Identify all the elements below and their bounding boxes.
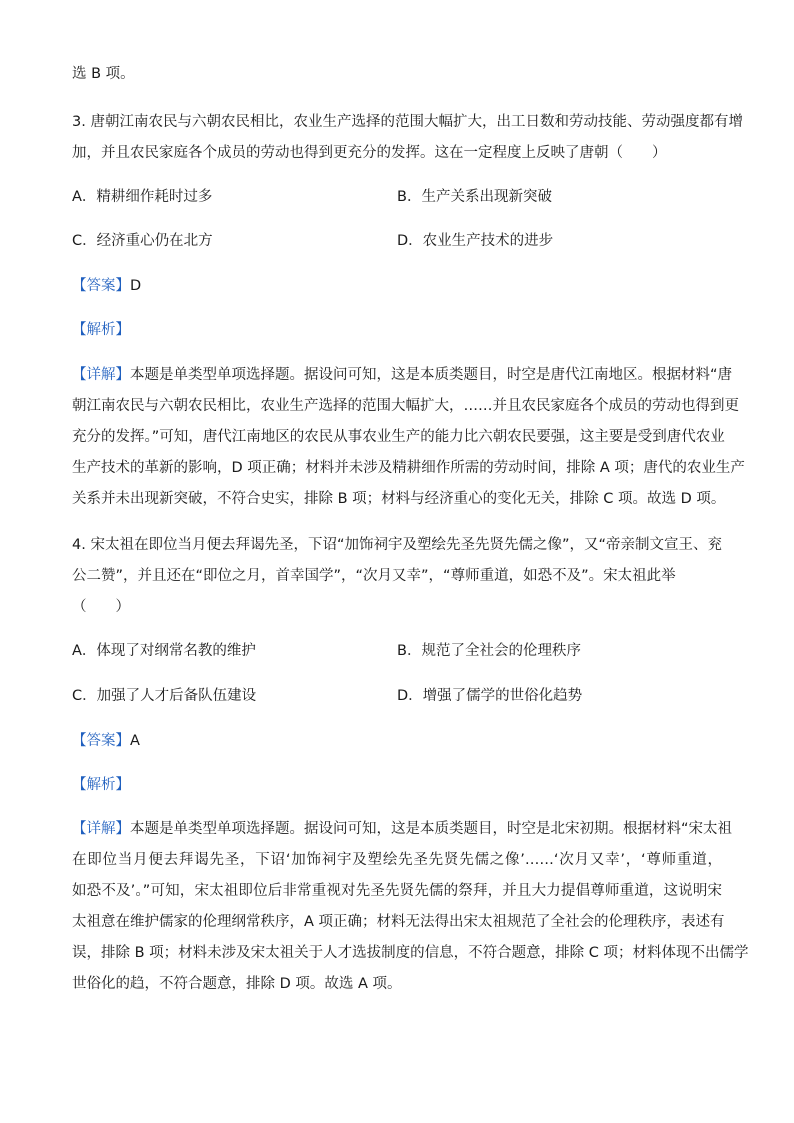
- q3-analysis-tag: 【解析】: [72, 322, 130, 338]
- q3-detail-line-5: 关系并未出现新突破，不符合史实，排除 B 项；材料与经济重心的变化无关，排除 C 项。故选 D 项。: [72, 491, 726, 507]
- q3-option-d: D．农业生产技术的进步: [397, 233, 554, 249]
- q4-detail-line-1: 【详解】本题是单类型单项选择题。据设问可知，这是本质类题目，时空是北宋初期。根据材料“宋太祖: [72, 821, 733, 837]
- q4-answer: [72, 731, 140, 751]
- q4-option-c: C．加强了人才后备队伍建设: [72, 688, 257, 704]
- q3-answer-value: D: [130, 278, 142, 294]
- previous-answer-line: 选 B 项。: [72, 66, 135, 82]
- q4-detail-line-2: 在即位当月便去拜谒先圣，下诏‘加饰祠宇及塑绘先圣先贤先儒之像’……‘次月又幸’，‘尊师重道，: [72, 852, 722, 868]
- q3-option-a: A．精耕细作耗时过多: [72, 189, 213, 205]
- q4-stem-line-1: 4. 宋太祖在即位当月便去拜谒先圣，下诏“加饰祠宇及塑绘先圣先贤先儒之像”，又“帝亲制文宣王、兖: [72, 537, 722, 553]
- q3-answer: [72, 276, 141, 296]
- q4-answer-tag: 【答案】: [72, 733, 130, 749]
- q3-stem-line-1: 3. 唐朝江南农民与六朝农民相比，农业生产选择的范围大幅扩大，出工日数和劳动技能、劳动强度都有增: [72, 114, 743, 130]
- q4-option-a: A．体现了对纲常名教的维护: [72, 643, 256, 659]
- q4-stem-line-2: 公二赞”，并且还在“即位之月，首幸国学”，“次月又幸”，“尊师重道，如恐不及”。宋太祖此举: [72, 568, 676, 584]
- q4-option-b: B．规范了全社会的伦理秩序: [397, 643, 581, 659]
- q4-detail-line-6: 世俗化的趋，不符合题意，排除 D 项。故选 A 项。: [72, 976, 402, 992]
- q4-analysis-tag: 【解析】: [72, 777, 130, 793]
- q4-option-d: D．增强了儒学的世俗化趋势: [397, 688, 583, 704]
- q3-answer-tag: 【答案】: [72, 278, 130, 294]
- q3-detail-tag: 【详解】: [72, 367, 130, 383]
- q3-detail-line-4: 生产技术的革新的影响，D 项正确；材料并未涉及精耕细作所需的劳动时间，排除 A 项；唐代的农业生产: [72, 460, 745, 476]
- q3-option-c: C．经济重心仍在北方: [72, 233, 213, 249]
- q4-detail-tag: 【详解】: [72, 821, 130, 837]
- q4-stem-line-3: （ ）: [72, 599, 130, 615]
- q3-stem-line-2: 加，并且农民家庭各个成员的劳动也得到更充分的发挥。这在一定程度上反映了唐朝（ ）: [72, 145, 667, 161]
- q3-detail-line-2: 朝江南农民与六朝农民相比，农业生产选择的范围大幅扩大，……并且农民家庭各个成员的劳动也得到更: [72, 398, 739, 414]
- q3-option-b: B．生产关系出现新突破: [397, 189, 552, 205]
- q3-detail-line-1: 【详解】本题是单类型单项选择题。据设问可知，这是本质类题目，时空是唐代江南地区。根据材料“唐: [72, 367, 733, 383]
- q4-detail-line-5: 误，排除 B 项；材料未涉及宋太祖关于人才选拔制度的信息，不符合题意，排除 C 项；材料体现不出儒学: [72, 945, 749, 961]
- q4-answer-value: A: [130, 733, 140, 749]
- q3-detail-line-3: 充分的发挥。”可知，唐代江南地区的农民从事农业生产的能力比六朝农民要强，这主要是受到唐代农业: [72, 429, 725, 445]
- q4-detail-line-4: 太祖意在维护儒家的伦理纲常秩序，A 项正确；材料无法得出宋太祖规范了全社会的伦理秩序，表述有: [72, 914, 725, 930]
- q4-detail-line-3: 如恐不及’。”可知，宋太祖即位后非常重视对先圣先贤先儒的祭拜，并且大力提倡尊师重道，这说明宋: [72, 883, 722, 899]
